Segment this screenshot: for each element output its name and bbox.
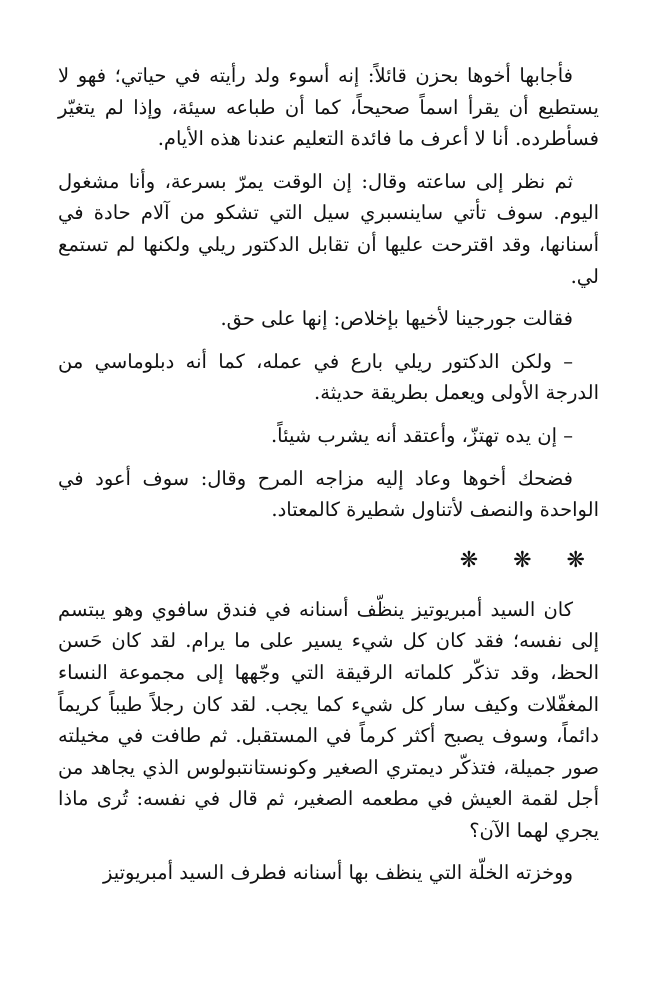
paragraph-amberiotis-savoy: كان السيد أمبريوتيز ينظّف أسنانه في فندق سافوي وهو يبتسم إلى نفسه؛ فقد كان كل شيء يسير على ما يرام. لقد كان حَسن الحظ، وقد تذكّر كلماته الرقيقة التي وجّهها إلى مجموعة النساء المغفّلات وكيف سار كل شيء كما يجب. لقد كان رجلاً طيباً كريماً دائماً، وسوف يصبح أكثر كرماً في المستقبل. ثم طافت في مخيلته صور جميلة، فتذكّر ديمتري الصغير وكونستانتبولوس الذي يجاهد من أجل لقمة العيش في مطعمه الصغير، ثم قال في نفسه: تُرى ماذا يجري لهما الآن؟: [58, 597, 599, 842]
paragraph-brother-reply: فأجابها أخوها بحزن قائلاً: إنه أسوء ولد رأيته في حياتي؛ فهو لا يستطيع أن يقرأ اسماً صحيحاً، كما أن طباعه سيئة، وإذا لم يتغيّر فسأطرده. أنا لا أعرف ما فائدة التعليم عندنا هذه الأيام.: [58, 64, 599, 151]
paragraph-looks-at-watch: ثم نظر إلى ساعته وقال: إن الوقت يمرّ بسرعة، وأنا مشغول اليوم. سوف تأتي ساينسبري سيل التي تشكو من آلام حادة في أسنانها، وقد اقترحت عليها أن تقابل الدكتور ريلي ولكنها لم تستمع لي.: [58, 169, 599, 288]
paragraph-georgina-agrees: فقالت جورجينا لأخيها بإخلاص: إنها على حق.: [220, 307, 573, 331]
paragraph-dr-reilly-skilled: – ولكن الدكتور ريلي بارع في عمله، كما أنه دبلوماسي من الدرجة الأولى ويعمل بطريقة حديثة.: [58, 349, 599, 405]
paragraph-hand-shakes: – إن يده تهتزّ، وأعتقد أنه يشرب شيئاً.: [270, 423, 573, 447]
page-text: [58, 60, 599, 900]
paragraph-toothpick: ووخزته الخلّة التي ينظف بها أسنانه فطرف السيد أمبريوتيز: [102, 861, 573, 885]
section-separator: ❋ ❋ ❋: [459, 547, 599, 573]
paragraph-brother-laughs: فضحك أخوها وعاد إليه مزاجه المرح وقال: سوف أعود في الواحدة والنصف لأتناول شطيرة كالمعتاد.: [58, 466, 599, 522]
